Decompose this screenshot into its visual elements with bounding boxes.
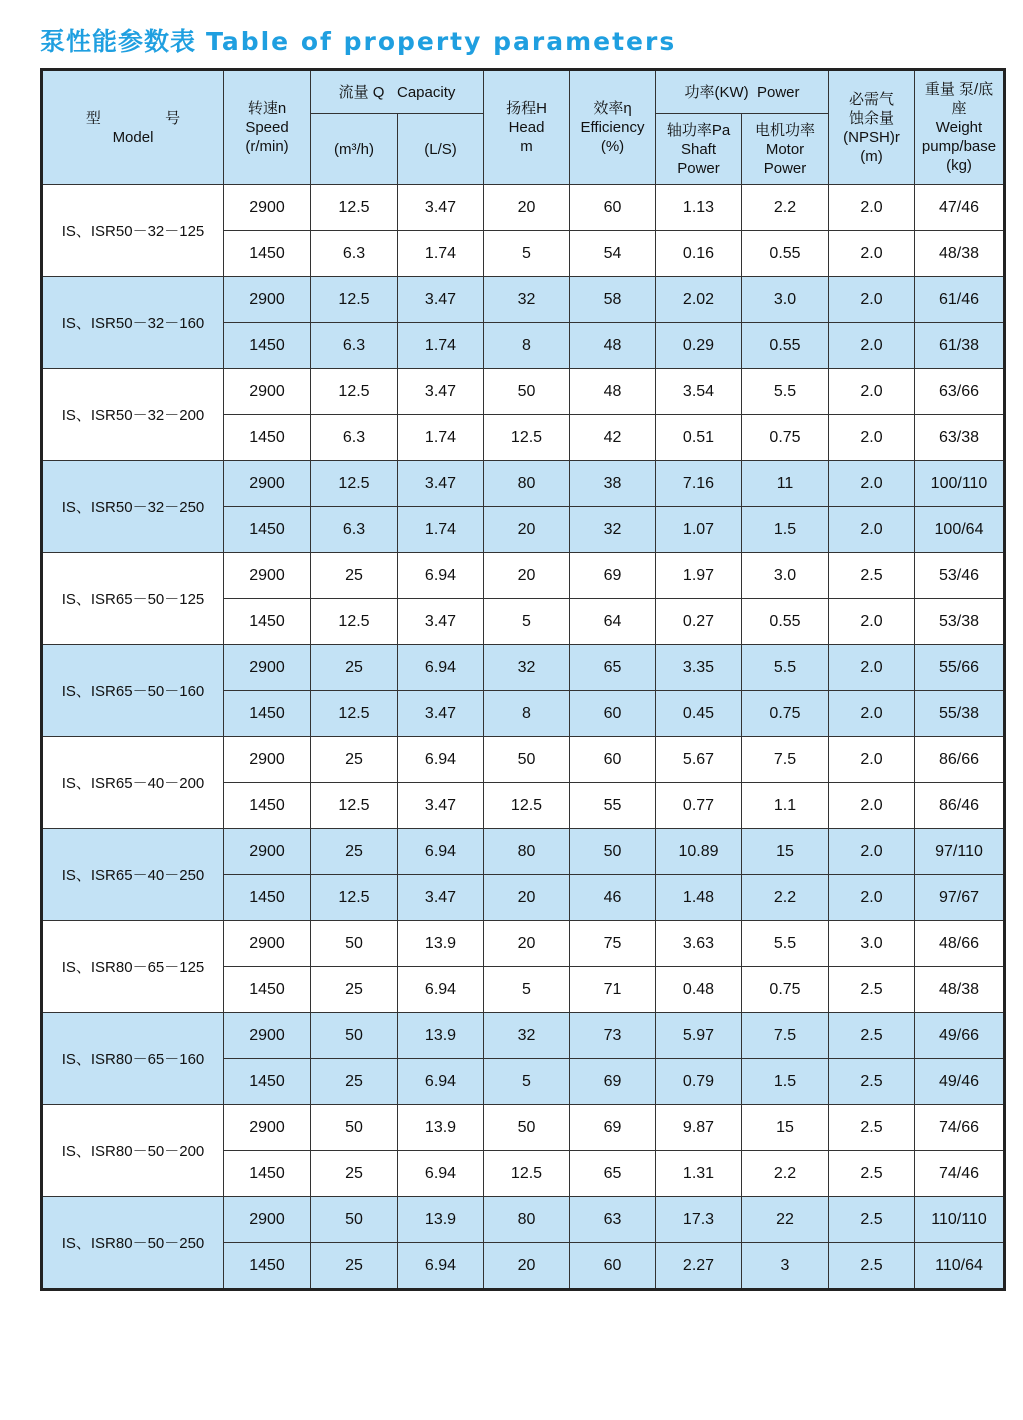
head-cell: 12.5 (484, 415, 570, 461)
weight-cell: 74/46 (915, 1151, 1005, 1197)
header-head-zh: 扬程H (506, 100, 547, 117)
header-weight-unit: (kg) (946, 157, 972, 174)
motor-power-cell: 0.75 (742, 691, 829, 737)
npsh-cell: 2.5 (829, 1013, 915, 1059)
motor-power-cell: 0.75 (742, 415, 829, 461)
weight-cell: 53/46 (915, 553, 1005, 599)
flow-ls-cell: 3.47 (398, 277, 484, 323)
shaft-power-cell: 0.29 (656, 323, 742, 369)
motor-power-cell: 3.0 (742, 277, 829, 323)
motor-power-cell: 3.0 (742, 553, 829, 599)
header-model-en: Model (112, 128, 154, 146)
npsh-cell: 2.0 (829, 829, 915, 875)
motor-power-cell: 0.55 (742, 323, 829, 369)
npsh-cell: 2.5 (829, 1105, 915, 1151)
speed-cell: 1450 (224, 783, 311, 829)
speed-cell: 1450 (224, 1243, 311, 1290)
head-cell: 8 (484, 691, 570, 737)
weight-cell: 61/38 (915, 323, 1005, 369)
efficiency-cell: 50 (570, 829, 656, 875)
shaft-power-cell: 3.63 (656, 921, 742, 967)
flow-ls-cell: 1.74 (398, 323, 484, 369)
weight-cell: 110/110 (915, 1197, 1005, 1243)
flow-ls-cell: 3.47 (398, 875, 484, 921)
flow-ls-cell: 3.47 (398, 783, 484, 829)
table-row (42, 921, 1005, 967)
head-cell: 8 (484, 323, 570, 369)
header-efficiency-unit: (%) (600, 138, 625, 155)
motor-power-cell: 5.5 (742, 645, 829, 691)
model-cell: IS、ISR80－65－160 (42, 1013, 224, 1105)
page-title (40, 22, 676, 58)
efficiency-cell: 48 (570, 323, 656, 369)
header-power-en: Power (756, 83, 800, 101)
efficiency-cell: 42 (570, 415, 656, 461)
shaft-power-cell: 17.3 (656, 1197, 742, 1243)
weight-cell: 63/38 (915, 415, 1005, 461)
weight-cell: 97/110 (915, 829, 1005, 875)
motor-power-cell: 7.5 (742, 737, 829, 783)
flow-m3h-cell: 6.3 (311, 507, 398, 553)
model-cell: IS、ISR65－50－160 (42, 645, 224, 737)
flow-m3h-cell: 12.5 (311, 783, 398, 829)
speed-cell: 2900 (224, 1013, 311, 1059)
efficiency-cell: 60 (570, 737, 656, 783)
header-shaft-power-zh: 轴功率Pa (666, 121, 731, 139)
npsh-cell: 2.0 (829, 323, 915, 369)
flow-m3h-cell: 6.3 (311, 231, 398, 277)
model-cell: IS、ISR80－65－125 (42, 921, 224, 1013)
efficiency-cell: 65 (570, 645, 656, 691)
shaft-power-cell: 5.67 (656, 737, 742, 783)
table-row (42, 1197, 1005, 1243)
npsh-cell: 2.0 (829, 231, 915, 277)
table-row (42, 645, 1005, 691)
header-model-zh: 型 号 (85, 109, 211, 127)
header-weight-en2: pump/base (921, 138, 997, 155)
flow-ls-cell: 6.94 (398, 967, 484, 1013)
npsh-cell: 2.0 (829, 691, 915, 737)
flow-ls-cell: 6.94 (398, 1059, 484, 1105)
npsh-cell: 2.0 (829, 645, 915, 691)
flow-m3h-cell: 25 (311, 645, 398, 691)
npsh-cell: 2.0 (829, 783, 915, 829)
shaft-power-cell: 0.27 (656, 599, 742, 645)
table-row (42, 369, 1005, 415)
header-motor-power-en2: Power (763, 159, 807, 177)
flow-ls-cell: 6.94 (398, 829, 484, 875)
flow-m3h-cell: 12.5 (311, 277, 398, 323)
weight-cell: 61/46 (915, 277, 1005, 323)
speed-cell: 2900 (224, 461, 311, 507)
efficiency-cell: 55 (570, 783, 656, 829)
head-cell: 12.5 (484, 1151, 570, 1197)
header-efficiency-zh: 效率η (593, 100, 632, 117)
flow-m3h-cell: 6.3 (311, 323, 398, 369)
speed-cell: 1450 (224, 1059, 311, 1105)
shaft-power-cell: 9.87 (656, 1105, 742, 1151)
weight-cell: 48/38 (915, 967, 1005, 1013)
shaft-power-cell: 0.48 (656, 967, 742, 1013)
flow-ls-cell: 13.9 (398, 1197, 484, 1243)
header-efficiency-en: Efficiency (580, 119, 645, 136)
flow-m3h-cell: 12.5 (311, 185, 398, 231)
flow-ls-cell: 3.47 (398, 369, 484, 415)
npsh-cell: 2.0 (829, 415, 915, 461)
speed-cell: 1450 (224, 599, 311, 645)
motor-power-cell: 15 (742, 829, 829, 875)
header-npsh-zh1: 必需气 (848, 90, 894, 108)
head-cell: 20 (484, 1243, 570, 1290)
head-cell: 20 (484, 921, 570, 967)
table-header (42, 70, 1005, 185)
npsh-cell: 2.5 (829, 1243, 915, 1290)
efficiency-cell: 63 (570, 1197, 656, 1243)
header-speed-en: Speed (245, 119, 289, 136)
efficiency-cell: 58 (570, 277, 656, 323)
model-cell: IS、ISR65－40－200 (42, 737, 224, 829)
weight-cell: 48/66 (915, 921, 1005, 967)
speed-cell: 1450 (224, 691, 311, 737)
weight-cell: 74/66 (915, 1105, 1005, 1151)
header-motor-power (742, 114, 829, 185)
header-shaft-power (656, 114, 742, 185)
flow-m3h-cell: 50 (311, 1197, 398, 1243)
npsh-cell: 2.0 (829, 599, 915, 645)
model-cell: IS、ISR80－50－250 (42, 1197, 224, 1290)
flow-ls-cell: 6.94 (398, 553, 484, 599)
shaft-power-cell: 0.45 (656, 691, 742, 737)
shaft-power-cell: 10.89 (656, 829, 742, 875)
npsh-cell: 2.0 (829, 277, 915, 323)
table-row (42, 1105, 1005, 1151)
table-row (42, 277, 1005, 323)
weight-cell: 47/46 (915, 185, 1005, 231)
npsh-cell: 2.0 (829, 369, 915, 415)
motor-power-cell: 2.2 (742, 185, 829, 231)
npsh-cell: 2.5 (829, 967, 915, 1013)
weight-cell: 100/110 (915, 461, 1005, 507)
header-head-unit: m (520, 138, 533, 155)
head-cell: 5 (484, 967, 570, 1013)
flow-m3h-cell: 6.3 (311, 415, 398, 461)
header-flow-unit-m3h: (m³/h) (311, 114, 398, 185)
speed-cell: 1450 (224, 231, 311, 277)
speed-cell: 2900 (224, 1197, 311, 1243)
motor-power-cell: 0.55 (742, 231, 829, 277)
npsh-cell: 2.5 (829, 1197, 915, 1243)
efficiency-cell: 38 (570, 461, 656, 507)
flow-ls-cell: 6.94 (398, 737, 484, 783)
header-speed-zh: 转速n (247, 100, 287, 117)
efficiency-cell: 46 (570, 875, 656, 921)
motor-power-cell: 7.5 (742, 1013, 829, 1059)
shaft-power-cell: 2.27 (656, 1243, 742, 1290)
header-flow (311, 70, 484, 114)
motor-power-cell: 15 (742, 1105, 829, 1151)
table-row (42, 737, 1005, 783)
header-shaft-power-en2: Power (677, 159, 720, 177)
efficiency-cell: 69 (570, 1059, 656, 1105)
model-cell: IS、ISR50－32－160 (42, 277, 224, 369)
shaft-power-cell: 5.97 (656, 1013, 742, 1059)
model-cell: IS、ISR50－32－250 (42, 461, 224, 553)
shaft-power-cell: 7.16 (656, 461, 742, 507)
motor-power-cell: 1.5 (742, 1059, 829, 1105)
motor-power-cell: 2.2 (742, 875, 829, 921)
weight-cell: 86/46 (915, 783, 1005, 829)
motor-power-cell: 2.2 (742, 1151, 829, 1197)
model-cell: IS、ISR50－32－125 (42, 185, 224, 277)
npsh-cell: 2.0 (829, 875, 915, 921)
flow-ls-cell: 13.9 (398, 1013, 484, 1059)
table-row (42, 553, 1005, 599)
header-weight (915, 70, 1005, 185)
head-cell: 12.5 (484, 783, 570, 829)
efficiency-cell: 60 (570, 691, 656, 737)
speed-cell: 2900 (224, 369, 311, 415)
flow-m3h-cell: 25 (311, 1151, 398, 1197)
speed-cell: 1450 (224, 967, 311, 1013)
flow-ls-cell: 3.47 (398, 185, 484, 231)
flow-m3h-cell: 12.5 (311, 691, 398, 737)
shaft-power-cell: 0.16 (656, 231, 742, 277)
header-head-en: Head (508, 119, 545, 136)
head-cell: 20 (484, 507, 570, 553)
header-npsh-zh2: 蚀余量 (848, 109, 894, 127)
motor-power-cell: 5.5 (742, 369, 829, 415)
motor-power-cell: 0.75 (742, 967, 829, 1013)
header-speed-unit: (r/min) (245, 138, 289, 155)
motor-power-cell: 22 (742, 1197, 829, 1243)
flow-ls-cell: 6.94 (398, 1151, 484, 1197)
head-cell: 50 (484, 1105, 570, 1151)
head-cell: 32 (484, 1013, 570, 1059)
header-weight-zh2: 座 (951, 100, 967, 117)
header-weight-zh1: 重量 泵/底 (924, 81, 994, 98)
speed-cell: 1450 (224, 875, 311, 921)
header-speed (224, 70, 311, 185)
head-cell: 50 (484, 369, 570, 415)
speed-cell: 1450 (224, 507, 311, 553)
efficiency-cell: 48 (570, 369, 656, 415)
shaft-power-cell: 3.54 (656, 369, 742, 415)
header-flow-unit-ls: (L/S) (398, 114, 484, 185)
flow-m3h-cell: 25 (311, 967, 398, 1013)
motor-power-cell: 5.5 (742, 921, 829, 967)
weight-cell: 49/46 (915, 1059, 1005, 1105)
header-npsh (829, 70, 915, 185)
efficiency-cell: 73 (570, 1013, 656, 1059)
speed-cell: 2900 (224, 829, 311, 875)
efficiency-cell: 54 (570, 231, 656, 277)
flow-m3h-cell: 25 (311, 1243, 398, 1290)
motor-power-cell: 3 (742, 1243, 829, 1290)
head-cell: 5 (484, 1059, 570, 1105)
npsh-cell: 3.0 (829, 921, 915, 967)
efficiency-cell: 71 (570, 967, 656, 1013)
table-row (42, 185, 1005, 231)
npsh-cell: 2.5 (829, 553, 915, 599)
weight-cell: 110/64 (915, 1243, 1005, 1290)
header-efficiency (570, 70, 656, 185)
speed-cell: 1450 (224, 323, 311, 369)
efficiency-cell: 65 (570, 1151, 656, 1197)
speed-cell: 1450 (224, 1151, 311, 1197)
header-weight-en1: Weight (935, 119, 983, 136)
speed-cell: 2900 (224, 277, 311, 323)
weight-cell: 55/38 (915, 691, 1005, 737)
header-flow-en: Capacity (397, 83, 456, 101)
header-power-zh: 功率(KW) (684, 83, 749, 101)
head-cell: 80 (484, 829, 570, 875)
table-row (42, 461, 1005, 507)
weight-cell: 86/66 (915, 737, 1005, 783)
flow-m3h-cell: 50 (311, 1105, 398, 1151)
shaft-power-cell: 0.51 (656, 415, 742, 461)
head-cell: 5 (484, 599, 570, 645)
page-title-zh: 泵性能参数表 (40, 27, 197, 56)
speed-cell: 2900 (224, 645, 311, 691)
flow-m3h-cell: 50 (311, 921, 398, 967)
speed-cell: 2900 (224, 921, 311, 967)
efficiency-cell: 69 (570, 1105, 656, 1151)
head-cell: 80 (484, 461, 570, 507)
flow-m3h-cell: 12.5 (311, 875, 398, 921)
weight-cell: 100/64 (915, 507, 1005, 553)
header-power (656, 70, 829, 114)
shaft-power-cell: 1.13 (656, 185, 742, 231)
header-npsh-unit: (m) (860, 147, 883, 165)
head-cell: 20 (484, 553, 570, 599)
speed-cell: 1450 (224, 415, 311, 461)
shaft-power-cell: 0.77 (656, 783, 742, 829)
motor-power-cell: 1.1 (742, 783, 829, 829)
motor-power-cell: 11 (742, 461, 829, 507)
shaft-power-cell: 2.02 (656, 277, 742, 323)
head-cell: 20 (484, 185, 570, 231)
weight-cell: 49/66 (915, 1013, 1005, 1059)
header-motor-power-en1: Motor (765, 140, 805, 158)
shaft-power-cell: 3.35 (656, 645, 742, 691)
flow-m3h-cell: 25 (311, 737, 398, 783)
npsh-cell: 2.5 (829, 1151, 915, 1197)
flow-ls-cell: 3.47 (398, 599, 484, 645)
weight-cell: 97/67 (915, 875, 1005, 921)
speed-cell: 2900 (224, 737, 311, 783)
model-cell: IS、ISR50－32－200 (42, 369, 224, 461)
flow-m3h-cell: 12.5 (311, 599, 398, 645)
table-body (42, 185, 1005, 1290)
npsh-cell: 2.0 (829, 461, 915, 507)
flow-ls-cell: 13.9 (398, 921, 484, 967)
page-title-en: Table of property parameters (206, 27, 677, 56)
shaft-power-cell: 1.31 (656, 1151, 742, 1197)
motor-power-cell: 0.55 (742, 599, 829, 645)
head-cell: 50 (484, 737, 570, 783)
flow-m3h-cell: 25 (311, 1059, 398, 1105)
head-cell: 20 (484, 875, 570, 921)
flow-m3h-cell: 25 (311, 829, 398, 875)
speed-cell: 2900 (224, 185, 311, 231)
shaft-power-cell: 1.48 (656, 875, 742, 921)
model-cell: IS、ISR65－50－125 (42, 553, 224, 645)
efficiency-cell: 60 (570, 185, 656, 231)
model-cell: IS、ISR80－50－200 (42, 1105, 224, 1197)
weight-cell: 48/38 (915, 231, 1005, 277)
npsh-cell: 2.0 (829, 737, 915, 783)
property-parameters-table (40, 68, 1006, 1291)
motor-power-cell: 1.5 (742, 507, 829, 553)
header-model (42, 70, 224, 185)
head-cell: 32 (484, 277, 570, 323)
efficiency-cell: 69 (570, 553, 656, 599)
flow-ls-cell: 13.9 (398, 1105, 484, 1151)
table-row (42, 829, 1005, 875)
flow-m3h-cell: 25 (311, 553, 398, 599)
efficiency-cell: 75 (570, 921, 656, 967)
speed-cell: 2900 (224, 553, 311, 599)
efficiency-cell: 64 (570, 599, 656, 645)
flow-ls-cell: 1.74 (398, 231, 484, 277)
flow-m3h-cell: 12.5 (311, 461, 398, 507)
header-npsh-en: (NPSH)r (843, 128, 900, 146)
speed-cell: 2900 (224, 1105, 311, 1151)
weight-cell: 63/66 (915, 369, 1005, 415)
weight-cell: 53/38 (915, 599, 1005, 645)
head-cell: 80 (484, 1197, 570, 1243)
weight-cell: 55/66 (915, 645, 1005, 691)
flow-ls-cell: 3.47 (398, 461, 484, 507)
head-cell: 5 (484, 231, 570, 277)
flow-ls-cell: 3.47 (398, 691, 484, 737)
model-cell: IS、ISR65－40－250 (42, 829, 224, 921)
flow-ls-cell: 6.94 (398, 645, 484, 691)
efficiency-cell: 60 (570, 1243, 656, 1290)
efficiency-cell: 32 (570, 507, 656, 553)
flow-ls-cell: 1.74 (398, 415, 484, 461)
npsh-cell: 2.0 (829, 507, 915, 553)
shaft-power-cell: 1.97 (656, 553, 742, 599)
table-row (42, 1013, 1005, 1059)
npsh-cell: 2.5 (829, 1059, 915, 1105)
head-cell: 32 (484, 645, 570, 691)
shaft-power-cell: 1.07 (656, 507, 742, 553)
flow-m3h-cell: 12.5 (311, 369, 398, 415)
header-head (484, 70, 570, 185)
flow-ls-cell: 1.74 (398, 507, 484, 553)
flow-ls-cell: 6.94 (398, 1243, 484, 1290)
header-motor-power-zh: 电机功率 (754, 121, 815, 139)
flow-m3h-cell: 50 (311, 1013, 398, 1059)
shaft-power-cell: 0.79 (656, 1059, 742, 1105)
header-shaft-power-en1: Shaft (680, 140, 717, 158)
npsh-cell: 2.0 (829, 185, 915, 231)
header-flow-zh: 流量 Q (338, 83, 385, 101)
